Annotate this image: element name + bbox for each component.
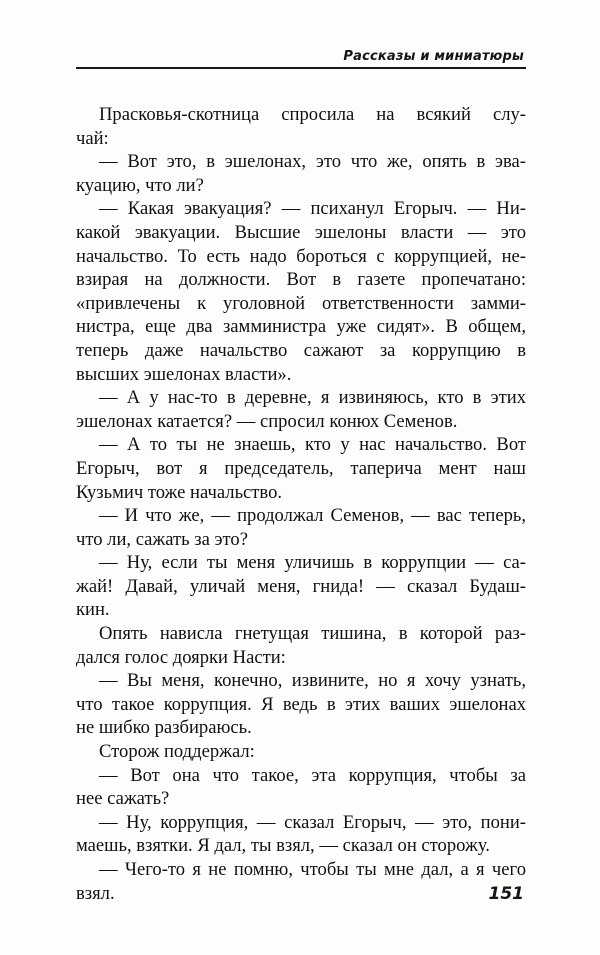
text-line: какой эвакуации. Высшие эшелоны власти — это xyxy=(76,221,526,243)
text-line: «привлечены к уголовной ответственности замми- xyxy=(76,292,526,314)
text-line: Кузьмич тоже начальство. xyxy=(76,481,283,503)
text-line: нистра, еще два замминистра уже сидят». В общем, xyxy=(76,316,526,338)
text-line: чай: xyxy=(76,127,109,149)
text-line: что такое коррупция. Я ведь в этих ваших эшелонах xyxy=(76,693,526,715)
text-line: взирая на должности. Вот в газете пропечатано: xyxy=(76,269,526,291)
text-line: дался голос доярки Насти: xyxy=(76,646,286,668)
text-line: кин. xyxy=(76,599,110,621)
text-line: — Вы меня, конечно, извините, но я хочу узнать, xyxy=(99,670,526,692)
text-line: Прасковья-скотница спросила на всякий слу- xyxy=(99,104,526,125)
body-text xyxy=(76,103,526,905)
text-line: не шибко разбираюсь. xyxy=(76,717,252,739)
text-line: эшелонах катается? — спросил конюх Семенов. xyxy=(76,410,458,432)
text-line: — А то ты не знаешь, кто у нас начальство. Вот xyxy=(99,434,526,456)
text-line: — А у нас-то в деревне, я извиняюсь, кто в этих xyxy=(99,387,526,409)
text-line: нее сажать? xyxy=(76,788,170,810)
text-line: маешь, взятки. Я дал, ты взял, — сказал он сторожу. xyxy=(76,835,490,857)
page-number: 151 xyxy=(488,884,524,904)
text-line: жай! Давай, уличай меня, гнида! — сказал Будаш- xyxy=(76,575,526,597)
text-line: теперь даже начальство сажают за коррупцию в xyxy=(76,339,526,361)
text-line: Егорыч, вот я председатель, таперича мент наш xyxy=(76,457,526,479)
text-line: что ли, сажать за это? xyxy=(76,528,248,550)
text-line: — Ну, коррупция, — сказал Егорыч, — это, пони- xyxy=(99,811,526,833)
header-rule xyxy=(76,67,526,69)
text-line: Сторож поддержал: xyxy=(99,741,255,763)
text-line: куацию, что ли? xyxy=(76,174,204,196)
running-header-title: Рассказы и миниатюры xyxy=(343,49,524,64)
text-line: Опять нависла гнетущая тишина, в которой раз- xyxy=(99,623,526,645)
text-line: — Ну, если ты меня уличишь в коррупции — са- xyxy=(99,552,526,574)
text-line: — Чего-то я не помню, чтобы ты мне дал, а я чего xyxy=(99,859,526,880)
text-line: — Какая эвакуация? — психанул Егорыч. — Ни- xyxy=(99,198,526,220)
text-line: взял. xyxy=(76,882,115,904)
text-line: — И что же, — продолжал Семенов, — вас теперь, xyxy=(99,505,526,527)
text-line: высших эшелонах власти». xyxy=(76,363,292,385)
text-line: — Вот она что такое, эта коррупция, чтобы за xyxy=(99,764,526,786)
text-line: начальство. То есть надо бороться с коррупцией, не- xyxy=(76,245,526,267)
text-line: — Вот это, в эшелонах, это что же, опять в эва- xyxy=(99,151,526,173)
